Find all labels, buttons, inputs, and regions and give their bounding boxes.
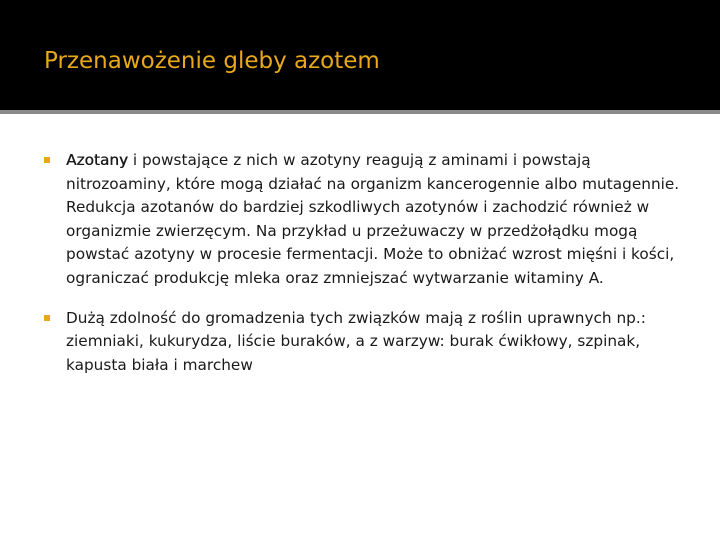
slide-title: Przenawożenie gleby azotem	[44, 48, 380, 74]
slide-body	[44, 149, 684, 377]
bullet-text	[66, 309, 646, 374]
bullet-item-crops	[44, 307, 684, 378]
bullet-body: i powstające z nich w azotyny reagują z aminami i powstają nitrozoaminy, które mogą działać na organizm kancerogennie albo mutagennie. Redukcja azotanów do bardziej szkodliwych azotynów i zachodzić również w organizmie zwierzęcym. Na przykład u przeżuwaczy w przedżołądku mogą powstać azotyny w procesie fermentacji. Może to obniżać wzrost mięśni i kości, ograniczać produkcję mleka oraz zmniejszać wytwarzanie witaminy A.	[66, 151, 680, 287]
bullet-item-nitrates	[44, 149, 684, 291]
bullet-lead-term: Azotany	[66, 151, 128, 169]
bullet-body: Dużą zdolność do gromadzenia tych związków mają z roślin uprawnych np.: ziemniaki, kukurydza, liście buraków, a z warzyw: burak ćwikłowy, szpinak, kapusta biała i marchew	[66, 308, 646, 374]
square-bullet-icon	[44, 315, 50, 321]
bullet-text	[66, 151, 679, 287]
square-bullet-icon	[44, 157, 50, 163]
title-divider	[0, 110, 720, 114]
